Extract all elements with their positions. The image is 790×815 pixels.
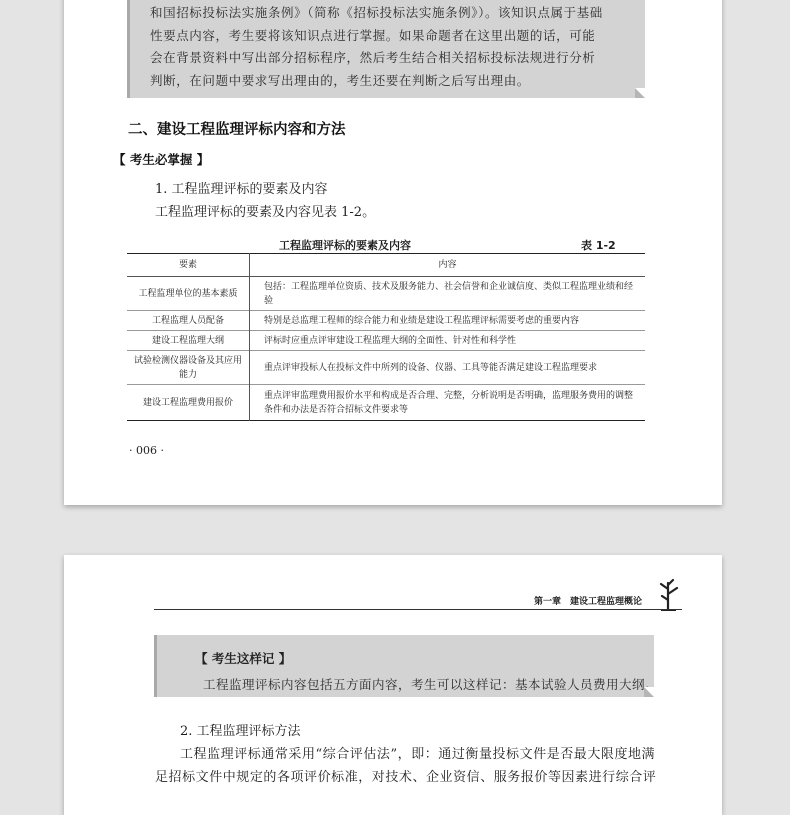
table-cell-content: 特别是总监理工程师的综合能力和业绩是建设工程监理评标需要考虑的重要内容 bbox=[250, 311, 646, 331]
note-line: 会在背景资料中写出部分招标程序，然后考生结合相关招标投标法规进行分析 bbox=[150, 50, 596, 65]
page-curl-corner bbox=[635, 88, 645, 98]
table-header-content: 内容 bbox=[250, 254, 646, 277]
tree-icon bbox=[656, 577, 682, 611]
table-cell-content: 重点评审投标人在投标文件中所列的设备、仪器、工具等能否满足建设工程监理要求 bbox=[250, 351, 646, 385]
page-curl-corner bbox=[644, 687, 654, 697]
chapter-label: 第一章 bbox=[534, 597, 562, 607]
running-header bbox=[534, 594, 642, 607]
table-cell-element: 工程监理人员配备 bbox=[127, 311, 250, 331]
item1-title: 1. 工程监理评标的要素及内容 bbox=[155, 182, 328, 197]
note-line: 性要点内容，考生要将该知识点进行掌握。如果命题者在这里出题的话，可能 bbox=[150, 27, 596, 43]
table-row bbox=[127, 351, 645, 385]
remember-label: 【 考生这样记 】 bbox=[195, 651, 292, 666]
table-header-element: 要素 bbox=[127, 254, 250, 277]
table-header-row bbox=[127, 254, 645, 277]
header-rule bbox=[154, 609, 682, 610]
item2-line: 工程监理评标通常采用“综合评估法”，即：通过衡量投标文件是否最大限度地满 bbox=[180, 747, 656, 762]
table-cell-element: 建设工程监理费用报价 bbox=[127, 385, 250, 421]
table-row bbox=[127, 385, 645, 421]
table-cell-content: 评标时应重点评审建设工程监理大纲的全面性、针对性和科学性 bbox=[250, 331, 646, 351]
note-text bbox=[150, 2, 627, 92]
table-row bbox=[127, 277, 645, 311]
table-cell-element: 试验检测仪器设备及其应用能力 bbox=[127, 351, 250, 385]
item2-title: 2. 工程监理评标方法 bbox=[180, 724, 301, 739]
section-heading: 二、建设工程监理评标内容和方法 bbox=[128, 122, 346, 138]
table-cell-element: 工程监理单位的基本素质 bbox=[127, 277, 250, 311]
remember-box bbox=[154, 635, 659, 697]
remember-text: 工程监理评标内容包括五方面内容，考生可以这样记：基本试验人员费用大纲。 bbox=[203, 677, 659, 692]
table-cell-element: 建设工程监理大纲 bbox=[127, 331, 250, 351]
must-master-label: 【 考生必掌握 】 bbox=[113, 152, 210, 167]
item2-line: 足招标文件中规定的各项评价标准，对技术、企业资信、服务报价等因素进行综合评 bbox=[155, 770, 657, 785]
document-page-bottom bbox=[64, 555, 722, 815]
table-row bbox=[127, 311, 645, 331]
item1-body: 工程监理评标的要素及内容见表 1-2。 bbox=[155, 205, 376, 220]
chapter-title: 建设工程监理概论 bbox=[570, 597, 643, 607]
table-cell-content: 重点评审监理费用报价水平和构成是否合理、完整，分析说明是否明确，监理服务费用的调整条件和办法是否符合招标文件要求等 bbox=[250, 385, 646, 421]
note-line: 和国招标投标法实施条例》（简称《招标投标法实施条例》）。该知识点属于基础 bbox=[150, 5, 603, 20]
note-line: 判断，在问题中要求写出理由的，考生还要在判断之后写出理由。 bbox=[150, 72, 530, 88]
document-page-top bbox=[64, 0, 722, 505]
table-title: 工程监理评标的要素及内容 bbox=[279, 239, 411, 252]
note-box bbox=[127, 0, 645, 98]
page-number: · 006 · bbox=[129, 444, 164, 457]
table-number: 表 1-2 bbox=[581, 239, 616, 252]
table-row bbox=[127, 331, 645, 351]
table-cell-content: 包括：工程监理单位资质、技术及服务能力、社会信誉和企业诚信度、类似工程监理业绩和经验 bbox=[250, 277, 646, 311]
criteria-table bbox=[127, 253, 645, 421]
